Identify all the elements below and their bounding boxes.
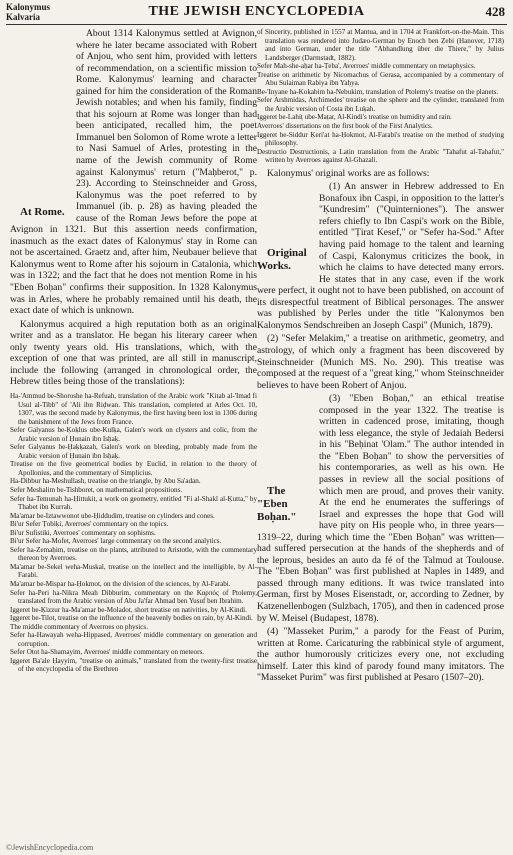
header-rule — [6, 24, 507, 25]
list-item: Iggeret Ba'ale Ḥayyim, "treatise on animals," translated from the twenty-first treatise of the encyclopedia of the Brethren — [10, 656, 257, 674]
paragraph-work-1-text: (1) An answer in Hebrew addressed to En Bonafoux ibn Caspi, in opposition to the latter's "Ḳundresim" ("Quinterniones"). The answer refers chiefly to Ibn Caspi's work on the Bible, entitled "Ṭirat Kesef," or "Sefer ha-Sod." After having paid homage to the talent and learning of Caspi, Kalonymus criticizes the book, in which he claims to have detected many errors. He states that in any case, even if the work were perfect, it ought not to have been published, on account of its disrespectful treatment of Biblical personages. The answer was published by Perles under the title "Kalonymos ben Kalonymos Sendschreiben an Joseph Caspi" (Munich, 1879). — [257, 181, 504, 331]
paragraph-translations-intro: Kalonymus acquired a high reputation both as an original writer and as a translator. He began his literary career when only twenty years old. His translations, which, with the exception of one that was printed, are all still in manuscript, include the following (arranged in chronological order, the Hebrew titles being those of the translations): — [10, 318, 257, 388]
list-item: Sefer ha-Hawayah weha-Hippased, Averroes' middle commentary on generation and corruption. — [10, 631, 257, 648]
paragraph-avignon — [10, 28, 257, 317]
sidenote-original-works: Original Works. — [257, 247, 307, 273]
list-item: Iggeret be-Lahiṭ ube-Maṭar, Al-Kindi's treatise on humidity and rain. — [257, 113, 452, 122]
paragraph-work-3 — [257, 393, 504, 624]
sidenote-at-rome: At Rome. — [20, 206, 65, 218]
left-column — [10, 28, 257, 674]
right-body — [257, 168, 504, 684]
list-item: Iggeret be-Ḳizzur ha-Ma'amar be-Moladot, short treatise on nativities, by Al-Kindi. — [10, 605, 247, 614]
list-item: Ha-Dibbur ha-Meshullash, treatise on the triangle, by Abu Sa'adan. — [10, 477, 201, 486]
list-item: The middle commentary of Averroes on physics. — [10, 622, 148, 631]
translations-list-left — [10, 392, 257, 674]
paragraph-work-3-text: (3) "Eben Boḥan," an ethical treatise composed in the year 1322. The treatise is written in cadenced prose, imitating, though with less elegance, the style of Jedaiah Bedersi in his "Beḥinat 'Olam." The author intended in the "Eben Boḥan" to show the perversities of his contemporaries, as well as his own. He passes in review all the social positions of which men are proud, and proves their vanity. At the end he enumerates the sufferings of Israel and expresses the hope that God will have pity on His people who, in three years—1319–22, during which time the "Eben Boḥan" was written—had suffered persecution at the hands of the shepherds and of the leprous, besides an auto da fé of the Talmud at Toulouse. The "Eben Boḥan" was first published at Naples in 1489, and passed through many editions. It was twice translated into German, first by Moses Eisenstadt, or, according to Zedner, by Katzenellenbogen (Sulzbach, 1705), and then in cadenced prose by W. Meisel (Budapest, 1878). — [257, 393, 504, 624]
list-item: Treatise on the five geometrical bodies by Euclid, in relation to the theory of Apollonius, and the commentary of Simplicius. — [10, 460, 257, 477]
page-header — [0, 0, 513, 26]
list-item: Sefer Arshmidas, Archimedes' treatise on the sphere and the cylinder, translated from the Arabic version of Costa ibn Luḳah. — [257, 96, 504, 113]
list-item: Bi'ur Sefer ha-Mofet, Averroes' large commentary on the second analytics. — [10, 537, 222, 546]
page-number: 428 — [485, 4, 505, 19]
list-item: Ma'amar be-Sekel weha-Muskal, treatise on the intellect and the intelligible, by Al-Farabi. — [10, 562, 257, 580]
list-item: Iggeret be-Tilot, treatise on the influence of the heavenly bodies on rain, by Al-Kindi. — [10, 614, 253, 623]
paragraph-avignon-text: About 1314 Kalonymus settled at Avignon, where he later became associated with Robert of Anjou, who sent him, provided with letters of recommendation, on a scientific mission to Rome. Kalonymus' learning and character gained for him the consideration of the Roman Jewish notables; and when his family, finding that his sojourn at Rome was longer than had been anticipated, recalled him, the poet Immanuel ben Solomon of Rome wrote a letter to Nasi Samuel of Arles, protesting in the name of the Jewish community of Rome against Kalonymus' return ("Maḥberot," p. 23). According to Steinschneider and Gross, Kalonymus was the poet referred to by Immanuel (ib. p. 28) as having pleaded the cause of the Roman Jews before the pope at Avignon in 1321. But this assertion needs confirmation, inasmuch as the exact dates of Kalonymus' stay in Rome can not be ascertained. Graetz and, after him, Neubauer believe that Kalonymus went to Rome after his sojourn in Catalonia, which was in 1322; and the fact that he does not mention Rome in his "Eben Boḥan" confirms their supposition. In 1328 Kalonymus was in Arles, where he probably remained until his death, the exact date of which is unknown. — [10, 28, 257, 317]
list-item: Bi'ur Sufistiki, Averroes' commentary on sophisms. — [10, 528, 156, 537]
left-body — [10, 28, 257, 388]
list-item: Treatise on arithmetic by Nicomachus of Gerasa, accompanied by a commentary of Abu Sulaiman Rabiya ibn Yaḥya. — [257, 70, 504, 88]
right-column — [257, 28, 504, 686]
list-item: Bi'ur Sefer Ṭobiḳi, Averroes' commentary on the topics. — [10, 520, 169, 529]
list-item: Ha-'Ammud be-Shoroshe ha-Refuah, translation of the Arabic work "Kitab al-'Imad fi Usul al-Tibb" of 'Ali ibn Riḍwan. This translation, completed at Arles Oct. 10, 1307, was the second made by Kalonymus, the first having been lost in 1306 during the banishment of the Jews from France. — [10, 391, 257, 426]
list-item: Sefer Galyanus be-Ḥaḳḳazah, Galen's work on bleeding, probably made from the Arabic version of Ḥunain ibn Isḥaḳ. — [10, 443, 257, 460]
list-item: Ma'amar be-Mispar ha-Ḥokmot, on the division of the sciences, by Al-Farabi. — [10, 579, 231, 588]
sidenote-eben-bohan: The "Eben Boḥan." — [257, 485, 297, 524]
paragraph-work-1 — [257, 181, 504, 331]
paragraph-original-works: Kalonymus' original works are as follows: — [267, 167, 430, 179]
list-item: Sefer Otot ha-Shamayim, Averroes' middle commentary on meteors. — [10, 648, 205, 657]
list-item: Iggeret be-Siddur Ḳeri'at ha-Ḥokmot, Al-Farabi's treatise on the method of studying philosophy. — [257, 130, 504, 148]
encyclopedia-title: THE JEWISH ENCYCLOPEDIA — [148, 4, 365, 19]
list-item: Sefer Meshalim be-Tishboret, on mathematical propositions. — [10, 485, 183, 494]
running-head-last: Kalvaria — [6, 12, 40, 22]
translations-list-right — [257, 28, 504, 165]
list-item: Sefer ha-Zemaḥim, treatise on the plants, attributed to Aristotle, with the commentary thereon by Averroes. — [10, 545, 257, 563]
footer-credit: ©JewishEncyclopedia.com — [6, 843, 94, 852]
list-item: Sefer Galyanus be-Ḳoḳlus ube-Kulḳa, Galen's work on clysters and colic, from the Arabic version of Ḥunain ibn Isḥaḳ. — [10, 426, 257, 443]
list-item: Sefer ha-Peri ha-Nikra Meah Dibburim, commentary on the Καρπός of Ptolemy, translated from the Arabic version of Abu Ja'far Ahmad ben Yusuf ben Ibrahim. — [10, 588, 257, 606]
paragraph-work-2: (2) "Sefer Melakim," a treatise on arithmetic, geometry, and astrology, of which only a fragment has been discovered by Steinschneider (Munich MS. No. 290). This treatise was composed at the request of a "great king," whom Steinschneider believes to have been Robert of Anjou. — [257, 333, 504, 391]
list-item: Destructio Destructionis, a Latin translation from the Arabic "Tahafut al-Tahafut," written by Averroes against Al-Ghazali. — [257, 147, 504, 165]
list-item: Be-'Inyane ha-Kokabim ha-Nebukim, translation of Ptolemy's treatise on the planets. — [257, 87, 499, 96]
list-item: Ma'amar be-Iztawwonot ube-Ḥiddudim, treatise on cylinders and cones. — [10, 511, 215, 520]
list-item: of Sincerity, published in 1557 at Mantua, and in 1704 at Frankfort-on-the-Main. This translation was rendered into Judæo-German by Enoch ben Ẓebi (Hanover, 1718) and into German, under the title "Abhandlung über die Thiere," by Julius Landsberger (Darmstadt, 1882). — [257, 28, 504, 62]
list-item: Sefer Mah-she-aḥar ha-Ṭeba', Averroes' middle commentary on metaphysics. — [257, 62, 476, 71]
list-item: Averroes' dissertations on the first book of the First Analytics. — [257, 122, 433, 131]
paragraph-work-4: (4) "Masseket Purim," a parody for the Feast of Purim, written at Rome. Caricaturing the rabbinical style of argument, the author humorously criticizes every one, not excluding himself. Later this kind of parody found many imitators. The "Masseket Purim" was first published at Pesaro (1507–20). — [257, 626, 504, 684]
running-head-first: Kalonymus — [6, 2, 51, 12]
list-item: Sefer ha-Temunah ha-Ḥittukit, a work on geometry, entitled "Fi al-Shakl al-Ḳutta," by Thabet ibn Kurrah. — [10, 494, 257, 512]
